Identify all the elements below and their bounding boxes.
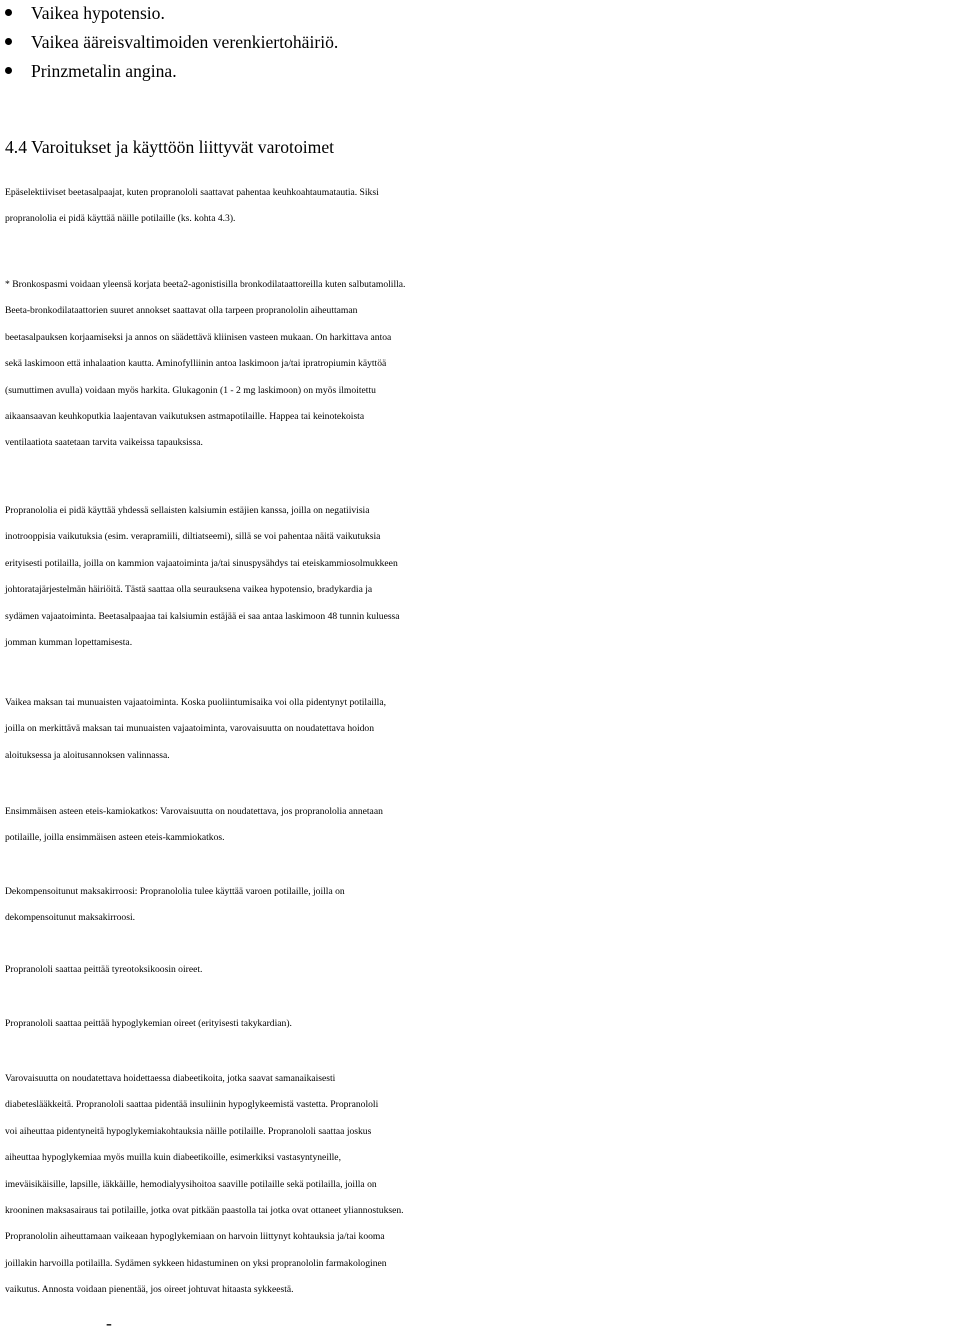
text-line: Ensimmäisen asteen eteis-kamiokatkos: Varovaisuutta on noudatettava, jos propranololia annetaan	[5, 806, 383, 817]
list-item	[0, 58, 338, 87]
text-line: Propranololia ei pidä käyttää yhdessä sellaisten kalsiumin estäjien kanssa, joilla on negatiivisia	[5, 505, 370, 516]
paragraph-cirrhosis	[5, 879, 957, 932]
text-line: imeväisikäisille, lapsille, iäkkäille, hemodialyysihoitoa saaville potilaille sekä potilailla, joilla on	[5, 1178, 377, 1190]
text-line: vaikutus. Annosta voidaan pienentää, jos oireet johtuvat hitaasta sykkeestä.	[5, 1284, 294, 1296]
text-line: Epäselektiiviset beetasalpaajat, kuten propranololi saattavat pahentaa keuhkoahtaumatautia. Siksi	[5, 187, 379, 198]
contraindication-list	[0, 0, 338, 87]
paragraph-hepatic-renal	[5, 690, 957, 769]
text-line: erityisesti potilailla, joilla on kammion vajaatoiminta ja/tai sinuspysähdys tai eteiskammiosolmukkeen	[5, 557, 398, 569]
bullet-icon	[5, 38, 12, 45]
paragraph-hypoglycemia	[5, 1011, 957, 1037]
text-line: aloituksessa ja aloitusannoksen valinnassa.	[5, 749, 170, 761]
paragraph-av-block	[5, 799, 957, 852]
paragraph-thyrotoxicosis	[5, 957, 957, 983]
text-line: krooninen maksasairaus tai potilaille, jotka ovat pitkään paastolla tai jotka ovat ottaneet yliannostuksen.	[5, 1204, 404, 1216]
text-line: sydämen vajaatoiminta. Beetasalpaajaa tai kalsiumin estäjää ei saa antaa laskimoon 48 tunnin kuluessa	[5, 610, 400, 622]
text-line: voi aiheuttaa pidentyneitä hypoglykemiakohtauksia näille potilaille. Propranololi saattaa joskus	[5, 1125, 372, 1137]
trailing-dash: -	[106, 1313, 112, 1333]
text-line: dekompensoitunut maksakirroosi.	[5, 912, 136, 924]
text-line: Varovaisuutta on noudatettava hoidettaessa diabeetikoita, jotka saavat samanaikaisesti	[5, 1073, 336, 1084]
text-line: diabeteslääkkeitä. Propranololi saattaa pidentää insuliinin hypoglykeemistä vastetta. Propranololi	[5, 1099, 379, 1111]
text-line: propranololia ei pidä käyttää näille potilaille (ks. kohta 4.3).	[5, 213, 236, 225]
text-line: aiheuttaa hypoglykemiaa myös muilla kuin diabeetikoille, esimerkiksi vastasyntyneille,	[5, 1152, 341, 1164]
section-heading: 4.4 Varoitukset ja käyttöön liittyvät varotoimet	[5, 137, 335, 157]
text-line: Propranololin aiheuttamaan vaikeaan hypoglykemiaan on harvoin liittynyt kohtauksia ja/tai kooma	[5, 1231, 385, 1243]
text-line: Propranololi saattaa peittää tyreotoksikoosin oireet.	[5, 964, 203, 975]
text-line: jomman kumman lopettamisesta.	[5, 636, 133, 648]
list-item-text: Prinzmetalin angina.	[31, 61, 177, 81]
paragraph-copd	[5, 180, 957, 233]
text-line: sekä laskimoon että inhalaation kautta. Aminofylliinin antoa laskimoon ja/tai ipratropiumin käyttöä	[5, 358, 387, 370]
text-line: aikaansaavan keuhkoputkia laajentavan vaikutuksen astmapotilaille. Happea tai keinotekoista	[5, 410, 365, 422]
bullet-icon	[5, 9, 12, 16]
text-line: Beeta-bronkodilataattorien suuret annokset saattavat olla tarpeen propranololin aiheuttaman	[5, 305, 358, 317]
list-item-text: Vaikea hypotensio.	[31, 3, 165, 23]
text-line: joilla on merkittävä maksan tai munuaisten vajaatoiminta, varovaisuutta on noudatettava hoidon	[5, 723, 374, 735]
text-line: Dekompensoitunut maksakirroosi: Propranololia tulee käyttää varoen potilaille, joilla on	[5, 886, 345, 897]
text-line: joillakin harvoilla potilailla. Sydämen sykkeen hidastuminen on yksi propranololin farmakologinen	[5, 1257, 387, 1269]
paragraph-diabetes	[5, 1066, 957, 1304]
text-line: Propranololi saattaa peittää hypoglykemian oireet (erityisesti takykardian).	[5, 1018, 292, 1029]
text-line: * Bronkospasmi voidaan yleensä korjata beeta2-agonistisilla bronkodilataattoreilla kuten salbutamolilla.	[5, 279, 406, 290]
text-line: inotrooppisia vaikutuksia (esim. verapramiili, diltiatseemi), sillä se voi pahentaa näitä vaikutuksia	[5, 531, 381, 543]
list-item	[0, 29, 338, 58]
text-line: Vaikea maksan tai munuaisten vajaatoiminta. Koska puoliintumisaika voi olla pidentynyt potilailla,	[5, 697, 387, 708]
text-line: (sumuttimen avulla) voidaan myös harkita. Glukagonin (1 - 2 mg laskimoon) on myös ilmoitettu	[5, 384, 376, 396]
text-line: beetasalpauksen korjaamiseksi ja annos on säädettävä kliinisen vasteen mukaan. On harkittava antoa	[5, 331, 392, 343]
paragraph-bronchospasm	[5, 272, 957, 457]
text-line: potilaille, joilla ensimmäisen asteen eteis-kammiokatkos.	[5, 832, 225, 844]
paragraph-calcium-blockers	[5, 498, 957, 656]
text-line: johtoratajärjestelmän häiriöitä. Tästä saattaa olla seurauksena vaikea hypotensio, bradykardia ja	[5, 584, 373, 596]
list-item-text: Vaikea ääreisvaltimoiden verenkiertohäiriö.	[31, 32, 339, 52]
list-item	[0, 0, 338, 29]
bullet-icon	[5, 67, 12, 74]
text-line: ventilaatiota saatetaan tarvita vaikeissa tapauksissa.	[5, 437, 203, 449]
